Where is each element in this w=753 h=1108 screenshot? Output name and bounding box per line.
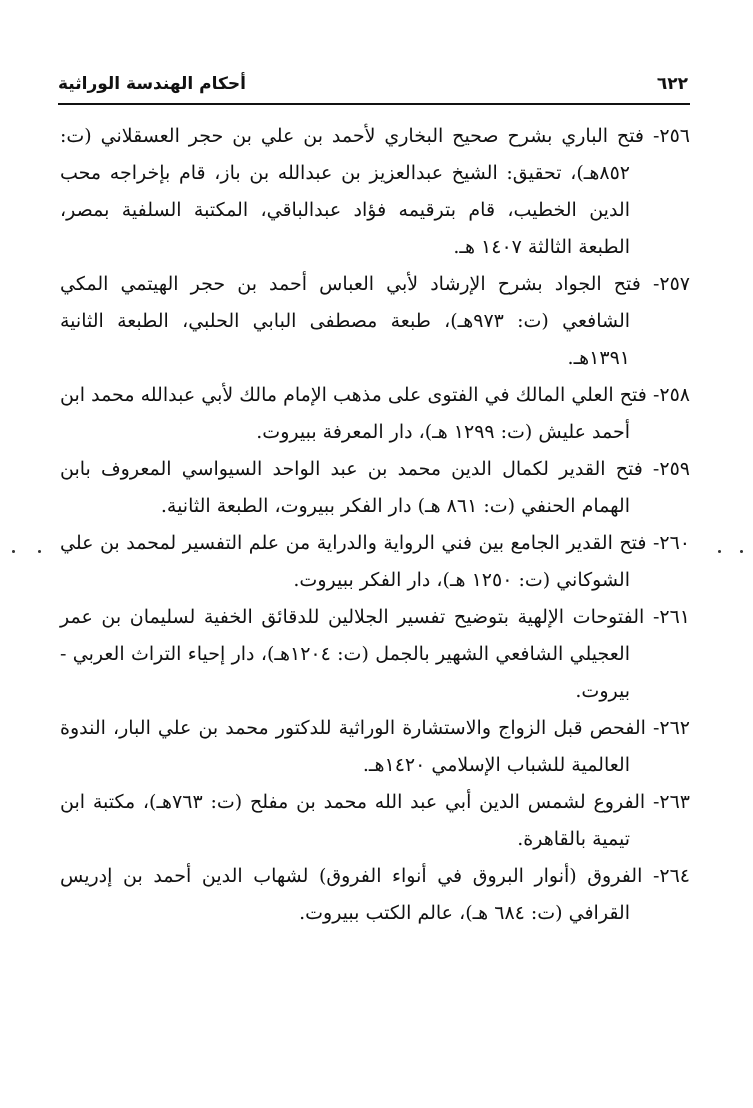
entry-number: ٢٦١ [659, 606, 690, 628]
page-number: ٦٢٢ [656, 74, 688, 94]
entry-text: فتح العلي المالك في الفتوى على مذهب الإمام مالك لأبي عبدالله محمد ابن أحمد عليش (ت: ١٢٩٩ هـ)، دار المعرفة ببيروت. [60, 384, 647, 443]
entry-number: ٢٥٧ [659, 273, 690, 295]
bibliography-entry: ٢٦٣- الفروع لشمس الدين أبي عبد الله محمد بن مفلح (ت: ٧٦٣هـ)، مكتبة ابن تيمية بالقاهرة. [60, 791, 690, 850]
bibliography-entry: ٢٦٢- الفحص قبل الزواج والاستشارة الوراثية للدكتور محمد بن علي البار، الندوة العالمية للشباب الإسلامي ١٤٢٠هـ. [60, 717, 690, 776]
entry-number: ٢٥٦ [659, 125, 690, 147]
bibliography-entry: ٢٥٧- فتح الجواد بشرح الإرشاد لأبي العباس أحمد بن حجر الهيتمي المكي الشافعي (ت: ٩٧٣هـ)، طبعة مصطفى البابي الحلبي، الطبعة الثانية ١٣٩١هـ. [60, 273, 690, 369]
header-rule [58, 103, 690, 105]
scan-speck [740, 550, 743, 553]
scan-speck [718, 550, 721, 553]
page-header [58, 70, 688, 102]
entry-number: ٢٦٢ [659, 717, 690, 739]
running-title: أحكام الهندسة الوراثية [58, 74, 246, 94]
entry-number: ٢٦٤ [659, 865, 690, 887]
entry-text: فتح الجواد بشرح الإرشاد لأبي العباس أحمد بن حجر الهيتمي المكي الشافعي (ت: ٩٧٣هـ)، طبعة مصطفى البابي الحلبي، الطبعة الثانية ١٣٩١هـ. [60, 273, 641, 369]
entry-text: الفروع لشمس الدين أبي عبد الله محمد بن مفلح (ت: ٧٦٣هـ)، مكتبة ابن تيمية بالقاهرة. [60, 791, 646, 850]
bibliography-entry: ٢٦١- الفتوحات الإلهية بتوضيح تفسير الجلالين للدقائق الخفية لسليمان بن عمر العجيلي الشافعي الشهير بالجمل (ت: ١٢٠٤هـ)، دار إحياء التراث العربي - بيروت. [60, 606, 690, 702]
entry-text: الفتوحات الإلهية بتوضيح تفسير الجلالين للدقائق الخفية لسليمان بن عمر العجيلي الشافعي الشهير بالجمل (ت: ١٢٠٤هـ)، دار إحياء التراث العربي - بيروت. [60, 606, 645, 702]
bibliography-entry: ٢٥٨- فتح العلي المالك في الفتوى على مذهب الإمام مالك لأبي عبدالله محمد ابن أحمد عليش (ت: ١٢٩٩ هـ)، دار المعرفة ببيروت. [60, 384, 690, 443]
bibliography-entry: ٢٦٤- الفروق (أنوار البروق في أنواء الفروق) لشهاب الدين أحمد بن إدريس القرافي (ت: ٦٨٤ هـ)، عالم الكتب ببيروت. [60, 865, 690, 924]
scan-speck [12, 550, 15, 553]
scan-speck [38, 550, 41, 553]
entry-text: الفروق (أنوار البروق في أنواء الفروق) لشهاب الدين أحمد بن إدريس القرافي (ت: ٦٨٤ هـ)، عالم الكتب ببيروت. [60, 865, 643, 924]
entry-number: ٢٥٩ [659, 458, 690, 480]
bibliography-entry: ٢٦٠- فتح القدير الجامع بين فني الرواية والدراية من علم التفسير لمحمد بن علي الشوكاني (ت: ١٢٥٠ هـ)، دار الفكر ببيروت. [60, 532, 690, 591]
entry-text: الفحص قبل الزواج والاستشارة الوراثية للدكتور محمد بن علي البار، الندوة العالمية للشباب الإسلامي ١٤٢٠هـ. [60, 717, 646, 776]
bibliography-list [60, 118, 690, 932]
bibliography-entry: ٢٥٦- فتح الباري بشرح صحيح البخاري لأحمد بن علي بن حجر العسقلاني (ت: ٨٥٢هـ)، تحقيق: الشيخ عبدالعزيز بن عبدالله بن باز، قام بإخراجه محب الدين الخطيب، قام بترقيمه فؤاد عبدالباقي، المكتبة السلفية بمصر، الطبعة الثالثة ١٤٠٧ هـ. [60, 125, 690, 258]
bibliography-entry: ٢٥٩- فتح القدير لكمال الدين محمد بن عبد الواحد السيواسي المعروف بابن الهمام الحنفي (ت: ٨٦١ هـ) دار الفكر ببيروت، الطبعة الثانية. [60, 458, 690, 517]
entry-text: فتح القدير لكمال الدين محمد بن عبد الواحد السيواسي المعروف بابن الهمام الحنفي (ت: ٨٦١ هـ) دار الفكر ببيروت، الطبعة الثانية. [60, 458, 643, 517]
entry-number: ٢٦٠ [659, 532, 690, 554]
entry-number: ٢٦٣ [659, 791, 690, 813]
entry-text: فتح الباري بشرح صحيح البخاري لأحمد بن علي بن حجر العسقلاني (ت: ٨٥٢هـ)، تحقيق: الشيخ عبدالعزيز بن عبدالله بن باز، قام بإخراجه محب الدين الخطيب، قام بترقيمه فؤاد عبدالباقي، المكتبة السلفية بمصر، الطبعة الثالثة ١٤٠٧ هـ. [60, 125, 645, 258]
entry-text: فتح القدير الجامع بين فني الرواية والدراية من علم التفسير لمحمد بن علي الشوكاني (ت: ١٢٥٠ هـ)، دار الفكر ببيروت. [60, 532, 647, 591]
entry-number: ٢٥٨ [659, 384, 690, 406]
